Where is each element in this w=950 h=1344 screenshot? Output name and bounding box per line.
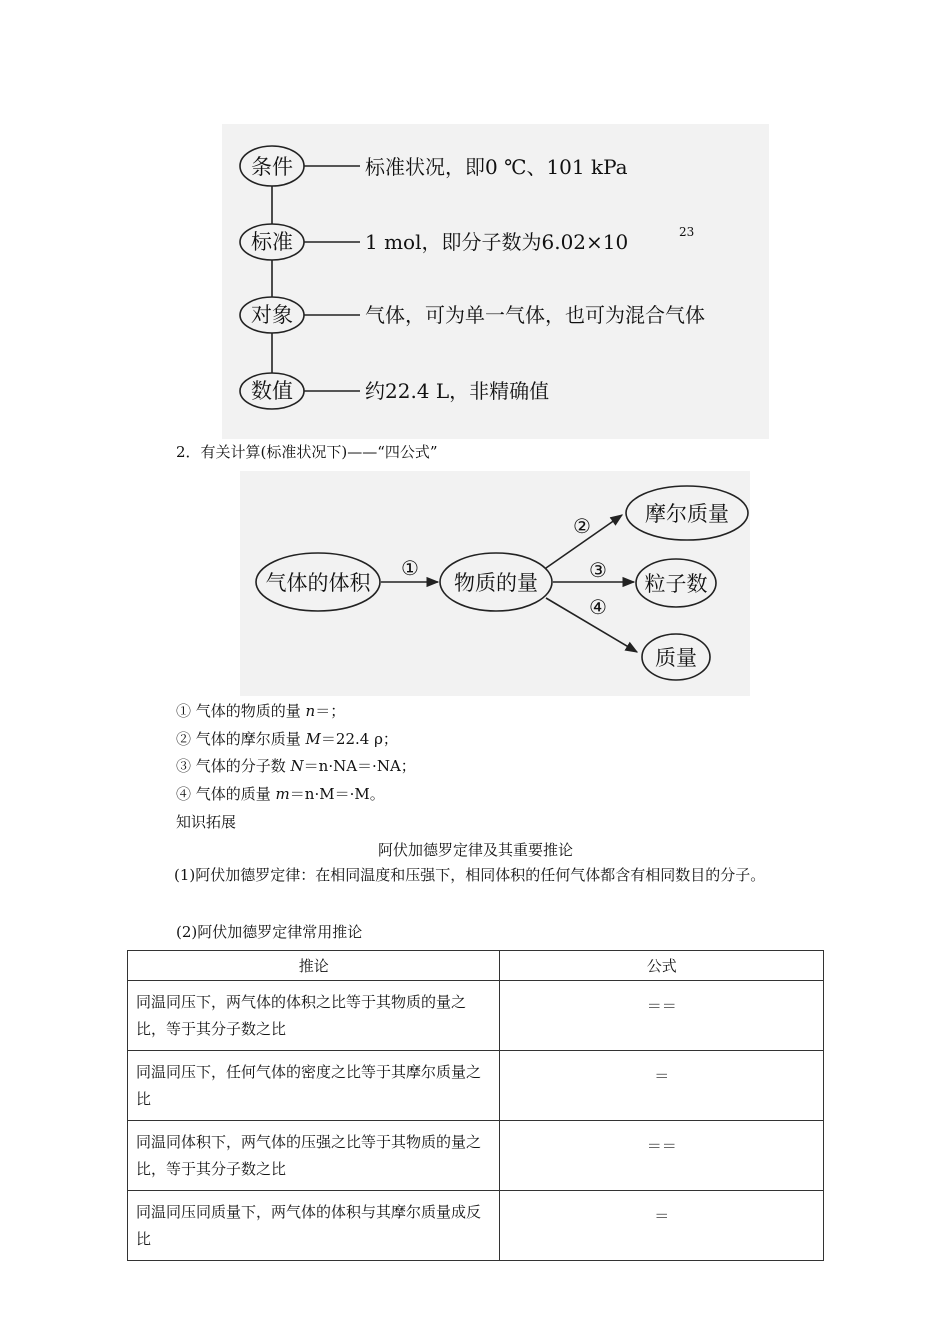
avogadro-law-paragraph: (1)阿伏加德罗定律：在相同温度和压强下，相同体积的任何气体都含有相同数目的分子。 xyxy=(174,866,766,884)
node-mass: 质量 xyxy=(655,646,697,670)
diagram1-svg xyxy=(222,124,769,439)
corollary-table xyxy=(127,950,824,1261)
diagram2-svg xyxy=(240,471,750,696)
arrow-label-1: ① xyxy=(401,556,419,580)
header-formula: 公式 xyxy=(500,951,824,981)
corollary-text: 同温同体积下，两气体的压强之比等于其物质的量之比，等于其分子数之比 xyxy=(128,1121,500,1191)
standard-molar-volume-diagram xyxy=(222,124,769,439)
formula-3-prefix: ③ 气体的分子数 xyxy=(176,757,291,775)
table-row xyxy=(128,1051,824,1121)
corollary-heading: (2)阿伏加德罗定律常用推论 xyxy=(176,923,363,941)
section-2-title: 2．有关计算(标准状况下)——“四公式” xyxy=(176,443,438,461)
desc-conditions: 标准状况，即0 ℃、101 kPa xyxy=(365,155,628,179)
formula-1 xyxy=(176,701,345,721)
corollary-text: 同温同压下，两气体的体积之比等于其物质的量之比，等于其分子数之比 xyxy=(128,981,500,1051)
table-row xyxy=(128,981,824,1051)
desc-object: 气体，可为单一气体，也可为混合气体 xyxy=(365,303,705,327)
formula-1-prefix: ① 气体的物质的量 xyxy=(176,702,306,720)
formula-1-var: n xyxy=(305,702,316,720)
four-formulas-diagram xyxy=(240,471,750,696)
node-particle-count: 粒子数 xyxy=(644,572,708,596)
node-conditions: 条件 xyxy=(251,155,293,179)
arrow-label-4: ④ xyxy=(589,595,607,619)
table-row xyxy=(128,1121,824,1191)
corollary-formula: ＝ xyxy=(500,1051,824,1121)
node-gas-volume: 气体的体积 xyxy=(265,571,371,595)
formula-2-suffix: ＝22.4 ρ； xyxy=(320,730,398,748)
formula-2-prefix: ② 气体的摩尔质量 xyxy=(176,730,306,748)
formula-1-suffix: ＝； xyxy=(315,702,346,720)
formula-4-prefix: ④ 气体的质量 xyxy=(176,785,276,803)
formula-4 xyxy=(176,784,385,804)
extension-title: 阿伏加德罗定律及其重要推论 xyxy=(377,841,573,859)
node-value: 数值 xyxy=(251,379,293,403)
corollary-text: 同温同压同质量下，两气体的体积与其摩尔质量成反比 xyxy=(128,1191,500,1261)
node-standard: 标准 xyxy=(251,230,293,254)
extension-label: 知识拓展 xyxy=(176,813,237,831)
node-molar-mass: 摩尔质量 xyxy=(645,502,729,526)
desc-standard: 1 mol，即分子数为6.02×10 xyxy=(365,230,629,254)
corollary-formula: ＝＝ xyxy=(500,1121,824,1191)
corollary-formula: ＝ xyxy=(500,1191,824,1261)
corollary-text: 同温同压下，任何气体的密度之比等于其摩尔质量之比 xyxy=(128,1051,500,1121)
node-object: 对象 xyxy=(251,303,293,327)
desc-value: 约22.4 L，非精确值 xyxy=(365,379,550,403)
formula-3-var: N xyxy=(290,757,304,775)
formula-2 xyxy=(176,729,398,749)
header-corollary: 推论 xyxy=(128,951,500,981)
desc-standard-exponent: 23 xyxy=(679,225,695,239)
formula-3-suffix: ＝n·NA＝·NA； xyxy=(303,757,416,775)
formula-3 xyxy=(176,756,416,776)
formula-2-var: M xyxy=(305,730,321,748)
corollary-formula: ＝＝ xyxy=(500,981,824,1051)
node-amount-of-substance: 物质的量 xyxy=(454,571,538,595)
formula-4-var: m xyxy=(275,785,290,803)
table-row xyxy=(128,1191,824,1261)
arrow-label-2: ② xyxy=(573,514,591,538)
table-header-row xyxy=(128,951,824,981)
arrow-label-3: ③ xyxy=(589,558,607,582)
formula-4-suffix: ＝n·M＝·M。 xyxy=(289,785,385,803)
